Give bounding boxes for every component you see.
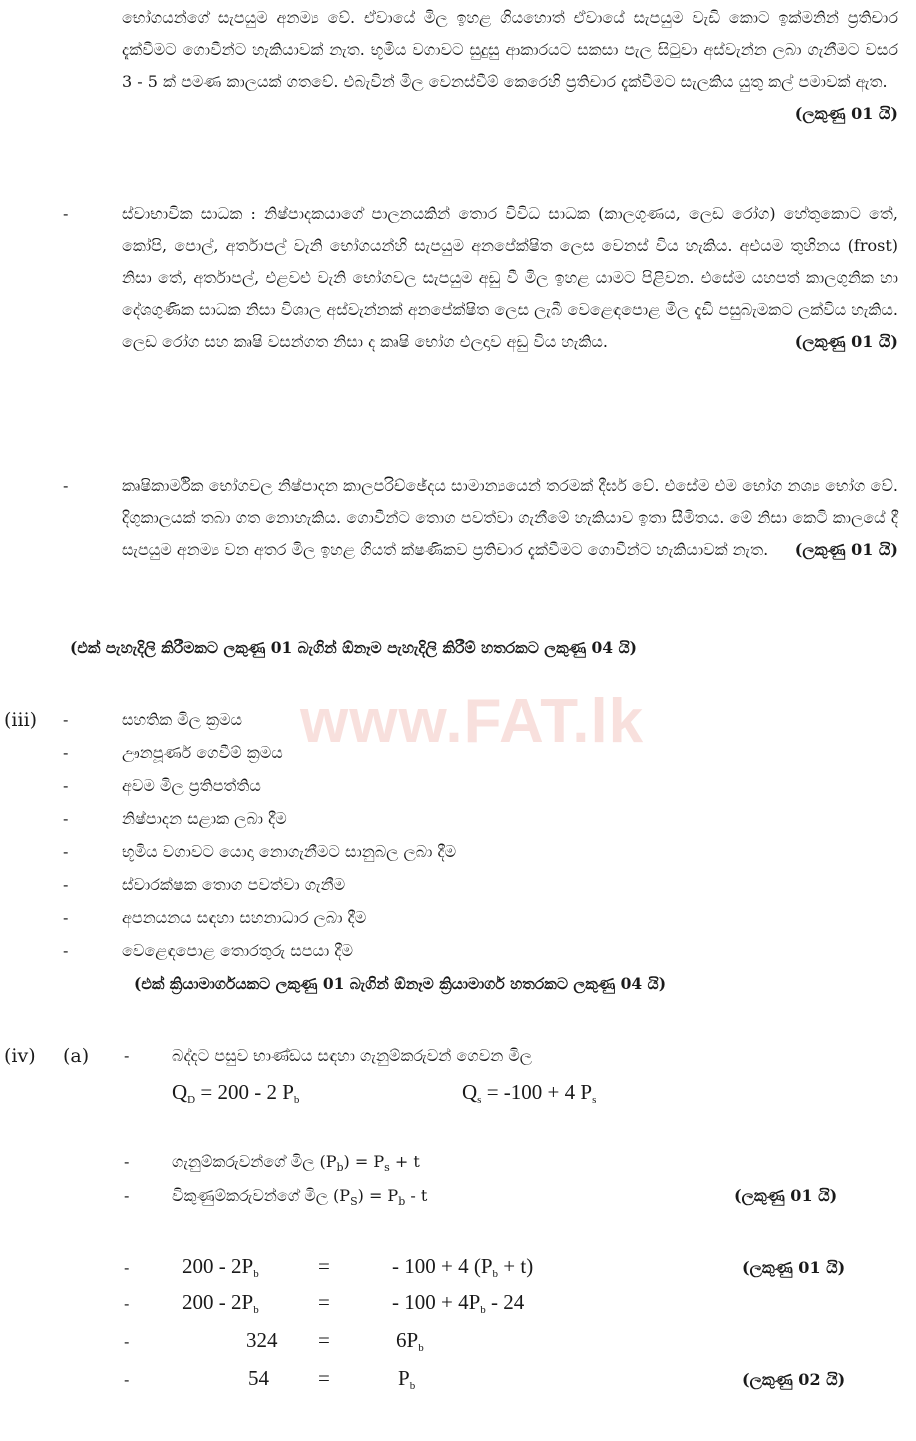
subscript: s — [477, 1094, 482, 1106]
subscript: b — [418, 1342, 424, 1354]
marks-label: (ලකුණු 01 යි) — [794, 332, 898, 351]
subscript: S — [350, 1195, 358, 1208]
marking-note: (එක් පැහැදිලි කිරීමකට ලකුණු 01 බැගින් ඕනෑම පැහැදිලි කිරීම් හතරකට ලකුණු 04 යි) — [70, 638, 637, 657]
demand-equation — [172, 1076, 299, 1116]
subscript: b — [409, 1380, 416, 1392]
bullet-dash: - — [63, 710, 69, 729]
text: - 100 + 4 (P — [392, 1254, 493, 1278]
subscript: s — [592, 1094, 597, 1106]
bullet-dash: - — [124, 1186, 130, 1205]
list-item: වෙළෙඳපොළ තොරතුරු සපයා දීම — [122, 941, 354, 960]
step-rhs — [398, 1362, 415, 1402]
supply-equation — [462, 1076, 596, 1116]
buyer-price-line — [172, 1146, 420, 1184]
paragraph-text: කෘෂිකාර්මික භෝගවල නිෂ්පාදන කාලපරිච්ඡේදය සාමාන්‍යයෙන් තරමක් දීර්ඝ වේ. එසේම එම භෝග නශ්‍ය භෝග වේ. දිගුකාලයක් තබා ගත නොහැකිය. ගොවීන්ට තොග පවත්වා ගැනීමේ හැකියාව ඉතා සීමිතය. මේ නිසා කෙටි කාලයේ දී සැපයුම අනම්‍ය වන අතර මිල ඉහළ ගියත් ක්ෂණිකව ප්‍රතිචාර දැක්වීමට ගොවීන්ට හැකියාවක් නැත. — [122, 476, 898, 559]
text: 6P — [396, 1328, 419, 1352]
text: ) = P — [357, 1186, 399, 1205]
watermark: www.FAT.lk — [300, 687, 645, 756]
bullet-dash: - — [63, 476, 69, 495]
subscript: b — [293, 1094, 300, 1106]
bullet-dash: - — [124, 1152, 130, 1171]
paragraph-supply-inelastic — [122, 2, 898, 130]
paragraph-natural-factors — [122, 198, 898, 358]
text: 200 - 2P — [182, 1290, 254, 1314]
equation-rhs: = -100 + 4 P — [486, 1080, 593, 1104]
bullet-dash: - — [63, 908, 69, 927]
marks-label: (ලකුණු 01 යි) — [794, 104, 898, 123]
subscript: b — [336, 1161, 344, 1174]
list-item: අවම මිල ප්‍රතිපත්තිය — [122, 776, 261, 795]
list-item: ඌනපූර්ණ ගෙවීම් ක්‍රමය — [122, 743, 283, 762]
step-rhs — [392, 1250, 533, 1290]
text: - t — [405, 1186, 428, 1205]
subscript: b — [398, 1195, 406, 1208]
bullet-dash: - — [124, 1046, 130, 1065]
section-label-iv: (iv) — [4, 1045, 36, 1067]
step-equals: = — [318, 1366, 330, 1390]
text: ගැනුම්කරුවන්ගේ මිල (P — [172, 1152, 337, 1171]
intro-text: බද්දට පසුව භාණ්ඩය සඳහා ගැනුම්කරුවන් ගෙවන මිල — [172, 1046, 533, 1065]
step-equals: = — [318, 1254, 330, 1278]
subscript: D — [187, 1094, 196, 1106]
step-rhs — [392, 1286, 524, 1326]
section-label-iii: (iii) — [4, 709, 38, 731]
subscript: b — [253, 1268, 259, 1280]
text: විකුණුම්කරුවන්ගේ මිල (P — [172, 1186, 351, 1205]
step-rhs — [396, 1324, 424, 1364]
paragraph-text: ස්වාභාවික සාධක : නිෂ්පාදකයාගේ පාලනයකින් තොර විවිධ සාධක (කාලගුණය, ලෙඩ රෝග) හේතුකොට තේ, කෝපි, පොල්, අර්තාපල් වැනි භෝගයන්හි සැපයුම අනපේක්ෂිත ලෙස වෙනස් විය හැකිය. අඑයම තුහිනය (frost) නිසා තේ, අර්තාපල්, එළවළු වැනි භෝගවල සැපයුම අඩු වී මිල ඉහළ යාමට පිළිවන. එසේම යහපත් කාලගුනික හා දේශගුණික සාධක නිසා විශාල අස්වැන්නක් අනපේක්ෂිත ලෙස ලැබී වෙළෙඳපොළ මිල දැඩි පසුබැමකට ලක්විය හැකිය. ලෙඩ රෝග සහ කෘෂි වසන්ගත නිසා ද කෘෂි භෝග එලදාව අඩු විය හැකිය. — [122, 204, 898, 351]
step-lhs — [182, 1286, 259, 1326]
marks-label: (ලකුණු 02 යි) — [742, 1370, 846, 1389]
subscript: b — [253, 1304, 259, 1316]
text: ) = P — [343, 1152, 385, 1171]
seller-price-line — [172, 1180, 427, 1218]
step-lhs — [182, 1250, 259, 1290]
text: P — [398, 1366, 410, 1390]
bullet-dash: - — [124, 1332, 130, 1351]
step-equals: = — [318, 1290, 330, 1314]
list-item: ස්වාරක්ෂක තොග පවත්වා ගැනීම — [122, 875, 346, 894]
text: 54 — [248, 1366, 269, 1390]
bullet-dash: - — [63, 875, 69, 894]
bullet-dash: - — [124, 1370, 130, 1389]
paragraph-text: භෝගයන්ගේ සැපයුම අනම්‍ය වේ. ඒවායේ මිල ඉහළ ගියහොත් ඒවායේ සැපයුම වැඩි කොට ඉක්මනින් ප්‍රතිචාර දැක්වීමට ගොවීන්ට හැකියාවක් නැත. භූමිය වගාවට සුදුසු ආකාරයට සකසා පැල සිටුවා අස්වැන්න ලබා ගැනීමට වසර 3 - 5 ක් පමණ කාලයක් ගතවේ. එබැවින් මිල වෙනස්වීම් කෙරෙහි ප්‍රතිචාර දැක්වීමට සැලකිය යුතු කල් පමාවක් ඇත. — [122, 8, 898, 91]
list-item: නිෂ්පාදන සළාක ලබා දීම — [122, 809, 287, 828]
symbol-q: Q — [172, 1080, 188, 1104]
bullet-dash: - — [124, 1258, 130, 1277]
text: + t) — [498, 1254, 534, 1278]
marks-label: (ලකුණු 01 යි) — [734, 1186, 838, 1205]
list-item: සහතික මිල ක්‍රමය — [122, 710, 242, 729]
bullet-dash: - — [63, 941, 69, 960]
marking-note: (එක් ක්‍රියාමාර්ගයකට ලකුණු 01 බැගින් ඕනෑම ක්‍රියාමාර්ග හතරකට ලකුණු 04 යි) — [134, 974, 667, 993]
list-item: භූමිය වගාවට යොදා නොගැනීමට සානුබල ලබා දීම — [122, 842, 457, 861]
bullet-dash: - — [124, 1294, 130, 1313]
step-lhs — [246, 1324, 278, 1356]
text: - 100 + 4P — [392, 1290, 481, 1314]
bullet-dash: - — [63, 809, 69, 828]
step-lhs — [248, 1362, 269, 1394]
symbol-q: Q — [462, 1080, 478, 1104]
subsection-label-a: (a) — [63, 1045, 90, 1067]
bullet-dash: - — [63, 842, 69, 861]
paragraph-production-period — [122, 470, 898, 566]
text: + t — [389, 1152, 420, 1171]
bullet-dash: - — [63, 776, 69, 795]
marks-label: (ලකුණු 01 යි) — [742, 1258, 846, 1277]
text: 324 — [246, 1328, 278, 1352]
list-item: අපනයනය සඳහා සහනාධාර ලබා දීම — [122, 908, 367, 927]
text: - 24 — [485, 1290, 525, 1314]
subscript: b — [492, 1268, 499, 1280]
bullet-dash: - — [63, 743, 69, 762]
subscript: b — [480, 1304, 486, 1316]
text: 200 - 2P — [182, 1254, 254, 1278]
equation-rhs: = 200 - 2 P — [200, 1080, 294, 1104]
subscript: s — [384, 1161, 390, 1174]
step-equals: = — [318, 1328, 330, 1352]
marks-label: (ලකුණු 01 යි) — [794, 540, 898, 559]
bullet-dash: - — [63, 204, 69, 223]
